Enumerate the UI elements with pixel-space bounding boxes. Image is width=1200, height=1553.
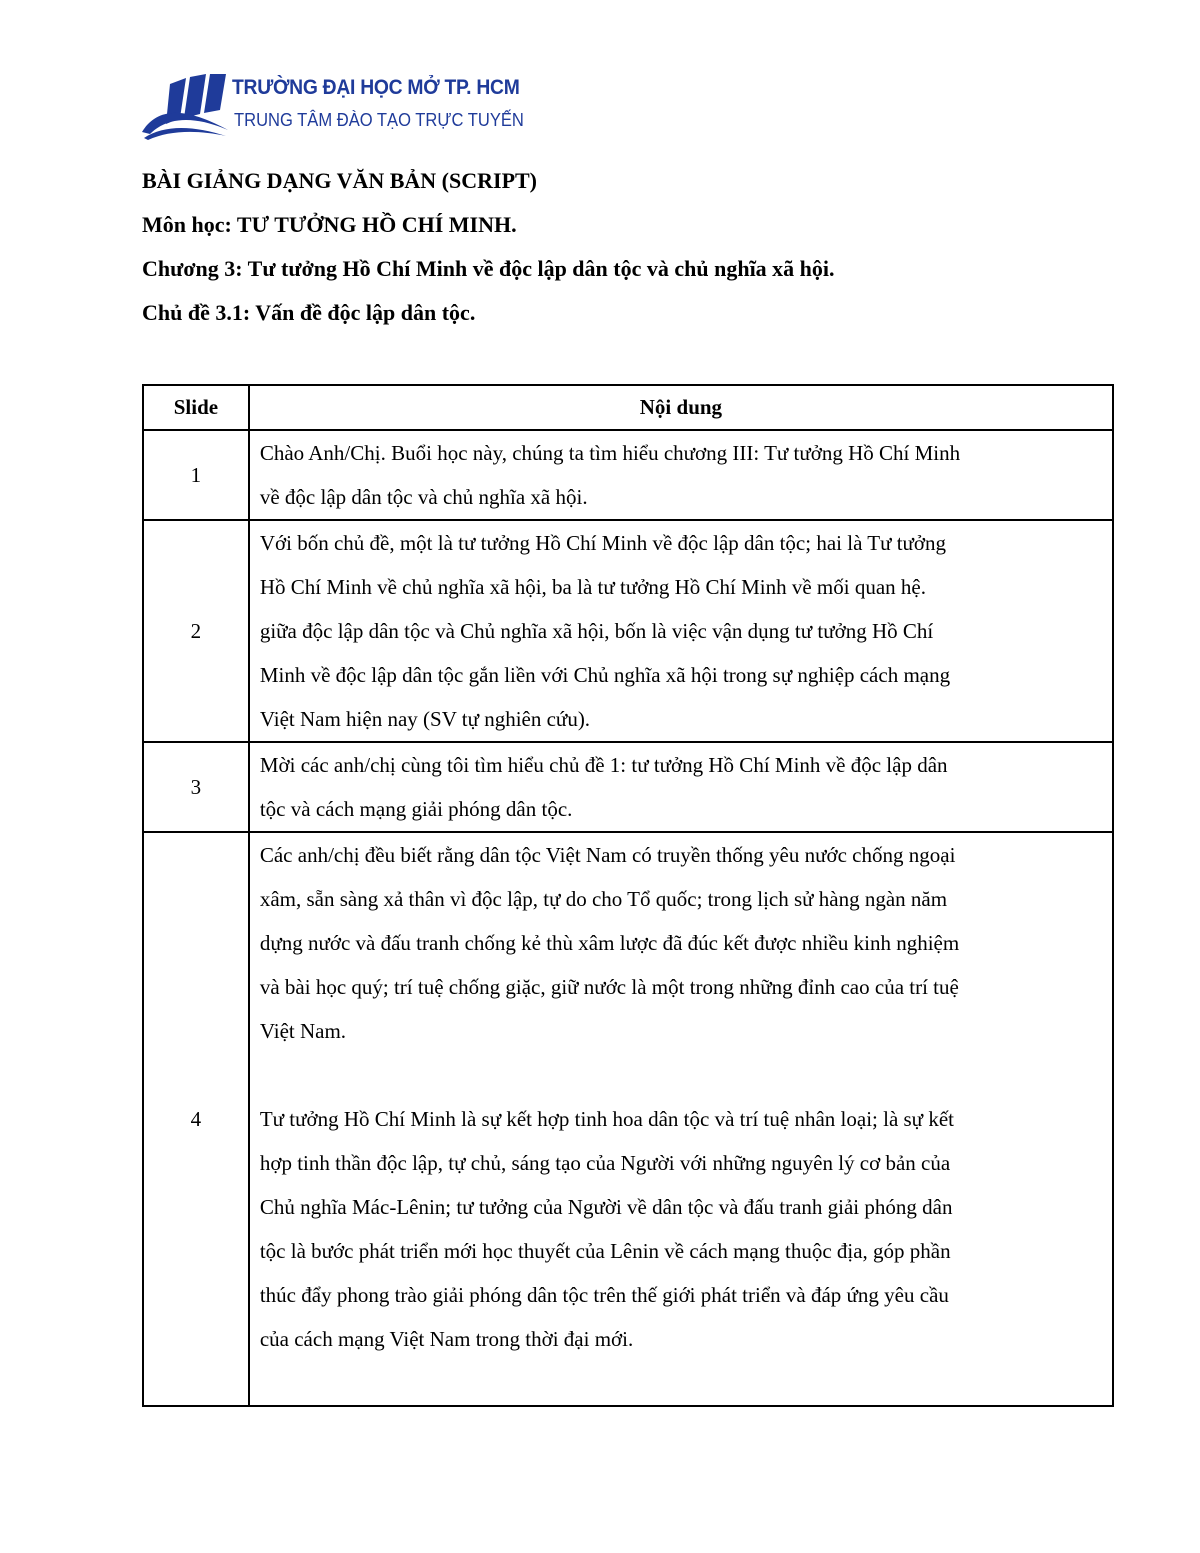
content-line: Mời các anh/chị cùng tôi tìm hiểu chủ đề 1: tư tưởng Hồ Chí Minh về độc lập dân	[259, 753, 948, 777]
table-row	[143, 742, 1113, 832]
content-line: Việt Nam hiện nay (SV tự nghiên cứu).	[259, 707, 591, 731]
content-line: thúc đẩy phong trào giải phóng dân tộc trên thế giới phát triển và đáp ứng yêu cầu	[259, 1283, 949, 1307]
slide-number: 2	[143, 520, 249, 742]
content-line: Chủ nghĩa Mác-Lênin; tư tưởng của Người về dân tộc và đấu tranh giải phóng dân	[259, 1195, 953, 1219]
paragraph-gap	[260, 1053, 1104, 1097]
university-logo	[140, 72, 524, 142]
table-row	[143, 520, 1113, 742]
content-line: xâm, sẵn sàng xả thân vì độc lập, tự do cho Tổ quốc; trong lịch sử hàng ngàn năm	[259, 887, 948, 911]
logo-center-name: TRUNG TÂM ĐÀO TẠO TRỰC TUYẾN	[234, 110, 524, 130]
table-row	[143, 430, 1113, 520]
content-line: hợp tinh thần độc lập, tự chủ, sáng tạo của Người với những nguyên lý cơ bản của	[259, 1151, 951, 1175]
chapter-line: Chương 3: Tư tưởng Hồ Chí Minh về độc lập dân tộc và chủ nghĩa xã hội.	[142, 256, 835, 281]
slide-content	[249, 430, 1113, 520]
topic-line: Chủ đề 3.1: Vấn đề độc lập dân tộc.	[142, 300, 476, 325]
script-table	[142, 384, 1114, 1407]
content-line: tộc và cách mạng giải phóng dân tộc.	[259, 797, 573, 821]
content-line: về độc lập dân tộc và chủ nghĩa xã hội.	[259, 485, 588, 509]
table-header-row	[143, 385, 1113, 430]
slide-content	[249, 832, 1113, 1406]
content-line: dựng nước và đấu tranh chống kẻ thù xâm lược đã đúc kết được nhiều kinh nghiệm	[259, 931, 960, 955]
content-line: Với bốn chủ đề, một là tư tưởng Hồ Chí Minh về độc lập dân tộc; hai là Tư tưởng	[259, 531, 947, 555]
content-line: giữa độc lập dân tộc và Chủ nghĩa xã hội, bốn là việc vận dụng tư tưởng Hồ Chí	[259, 619, 934, 643]
content-line: Hồ Chí Minh về chủ nghĩa xã hội, ba là tư tưởng Hồ Chí Minh về mối quan hệ.	[259, 575, 926, 599]
slide-number: 4	[143, 832, 249, 1406]
slide-number: 1	[143, 430, 249, 520]
book-swoosh-logo-icon	[140, 72, 230, 142]
content-line: Việt Nam.	[259, 1019, 347, 1043]
content-line: Tư tưởng Hồ Chí Minh là sự kết hợp tinh hoa dân tộc và trí tuệ nhân loại; là sự kết	[259, 1107, 954, 1131]
content-line: của cách mạng Việt Nam trong thời đại mới.	[259, 1327, 634, 1351]
table-row	[143, 832, 1113, 1406]
content-line: và bài học quý; trí tuệ chống giặc, giữ nước là một trong những đỉnh cao của trí tuệ	[259, 975, 959, 999]
column-header-content: Nội dung	[249, 385, 1113, 430]
slide-content	[249, 742, 1113, 832]
content-line: Các anh/chị đều biết rằng dân tộc Việt Nam có truyền thống yêu nước chống ngoại	[259, 843, 956, 867]
column-header-slide: Slide	[143, 385, 249, 430]
content-line: tộc là bước phát triển mới học thuyết của Lênin về cách mạng thuộc địa, góp phần	[259, 1239, 951, 1263]
slide-content	[249, 520, 1113, 742]
content-line: Minh về độc lập dân tộc gắn liền với Chủ nghĩa xã hội trong sự nghiệp cách mạng	[259, 663, 951, 687]
logo-university-name: TRƯỜNG ĐẠI HỌC MỞ TP. HCM	[232, 76, 520, 99]
document-title: BÀI GIẢNG DẠNG VĂN BẢN (SCRIPT)	[142, 168, 538, 193]
subject-line: Môn học: TƯ TƯỞNG HỒ CHÍ MINH.	[142, 212, 517, 237]
slide-number: 3	[143, 742, 249, 832]
content-line: Chào Anh/Chị. Buổi học này, chúng ta tìm hiểu chương III: Tư tưởng Hồ Chí Minh	[259, 441, 961, 465]
